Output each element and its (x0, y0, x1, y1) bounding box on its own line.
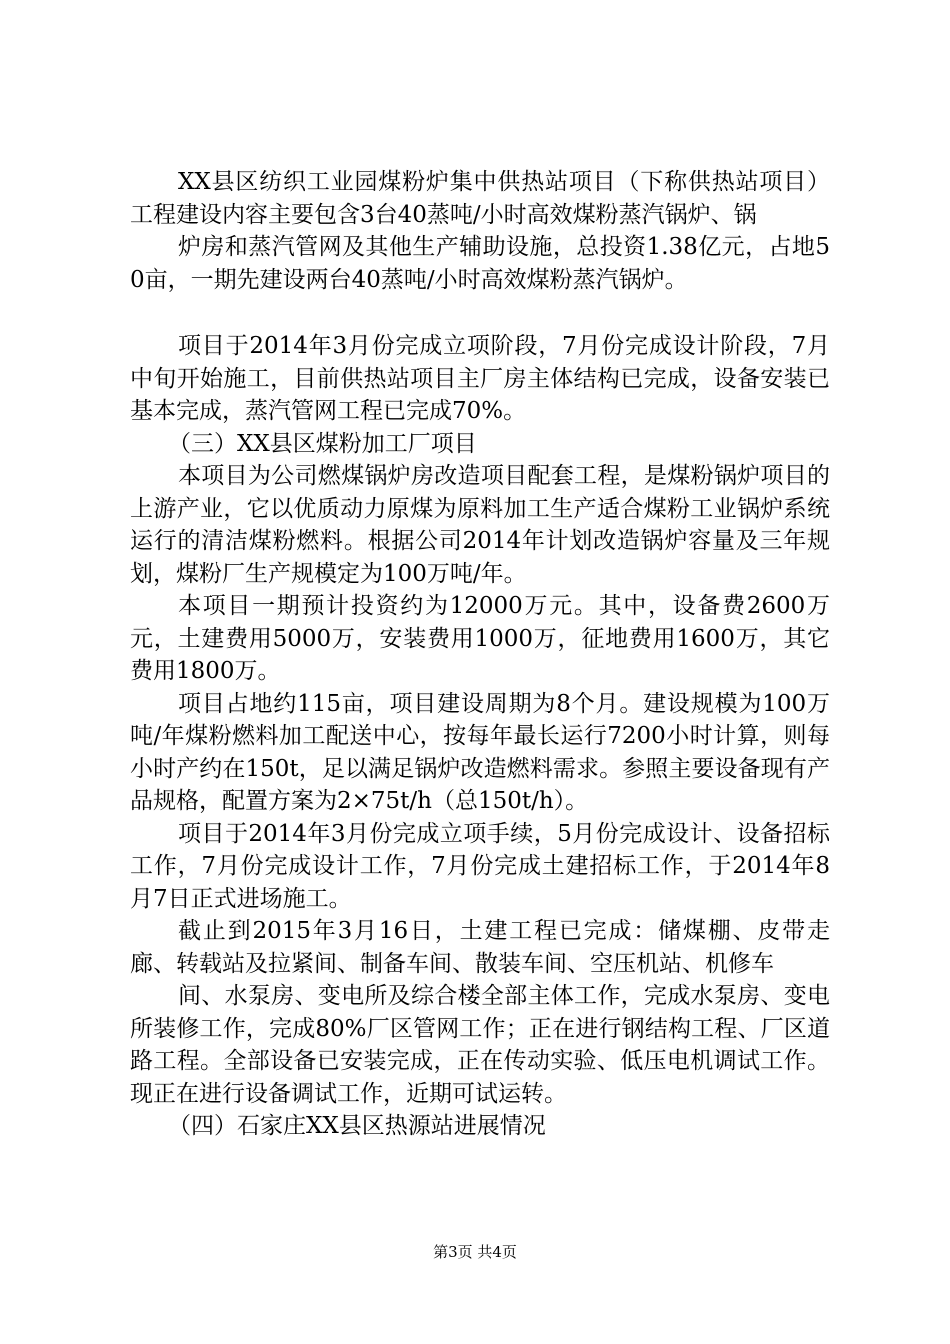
section-heading-coal-powder-plant: （三）XX县区煤粉加工厂项目 (168, 430, 477, 457)
paragraph-coal-powder-plant-investment: 本项目一期预计投资约为12000万元。其中，设备费2600万元，土建费用5000万，安装费用1000万，征地费用1600万，其它费用1800万。 (130, 593, 830, 684)
paragraph-heating-station-progress: 项目于2014年3月份完成立项阶段，7月份完成设计阶段，7月中旬开始施工，目前供热站项目主厂房主体结构已完成，设备安装已基本完成，蒸汽管网工程已完成70%。 (130, 333, 830, 424)
paragraph-coal-powder-plant-scale: 项目占地约115亩，项目建设周期为8个月。建设规模为100万吨/年煤粉燃料加工配送中心，按每年最长运行7200小时计算，则每小时产约在150t，足以满足锅炉改造燃料需求。参照主要设备现有产品规格，配置方案为2×75t/h（总150t/h）。 (130, 690, 830, 814)
paragraph-coal-powder-plant-schedule: 项目于2014年3月份完成立项手续，5月份完成设计、设备招标工作，7月份完成设计工作，7月份完成土建招标工作，于2014年8月7日正式进场施工。 (130, 820, 830, 912)
paragraph-coal-powder-plant-status: 截止到2015年3月16日，土建工程已完成：储煤棚、皮带走廊、转载站及拉紧间、制备车间、散装车间、空压机站、机修车 (130, 918, 830, 977)
document-body (130, 166, 830, 1143)
page-footer: 第3页 共4页 (433, 1243, 517, 1261)
paragraph-heating-station-investment: 炉房和蒸汽管网及其他生产辅助设施，总投资1.38亿元，占地50亩，一期先建设两台40蒸吨/小时高效煤粉蒸汽锅炉。 (130, 234, 830, 293)
paragraph-spacer (130, 296, 830, 330)
paragraph-coal-powder-plant-status-cont: 间、水泵房、变电所及综合楼全部主体工作，完成水泵房、变电所装修工作，完成80%厂区管网工作；正在进行钢结构工程、厂区道路工程。全部设备已安装完成，正在传动实验、低压电机调试工作。现正在进行设备调试工作，近期可试运转。 (130, 983, 830, 1107)
paragraph-coal-powder-plant-intro: 本项目为公司燃煤锅炉房改造项目配套工程，是煤粉锅炉项目的上游产业，它以优质动力原煤为原料加工生产适合煤粉工业锅炉系统运行的清洁煤粉燃料。根据公司2014年计划改造锅炉容量及三年规划，煤粉厂生产规模定为100万吨/年。 (130, 463, 830, 587)
paragraph-heating-station-intro: XX县区纺织工业园煤粉炉集中供热站项目（下称供热站项目）工程建设内容主要包含3台40蒸吨/小时高效煤粉蒸汽锅炉、锅 (130, 169, 830, 228)
section-heading-heat-source-station: （四）石家庄XX县区热源站进展情况 (168, 1113, 546, 1139)
